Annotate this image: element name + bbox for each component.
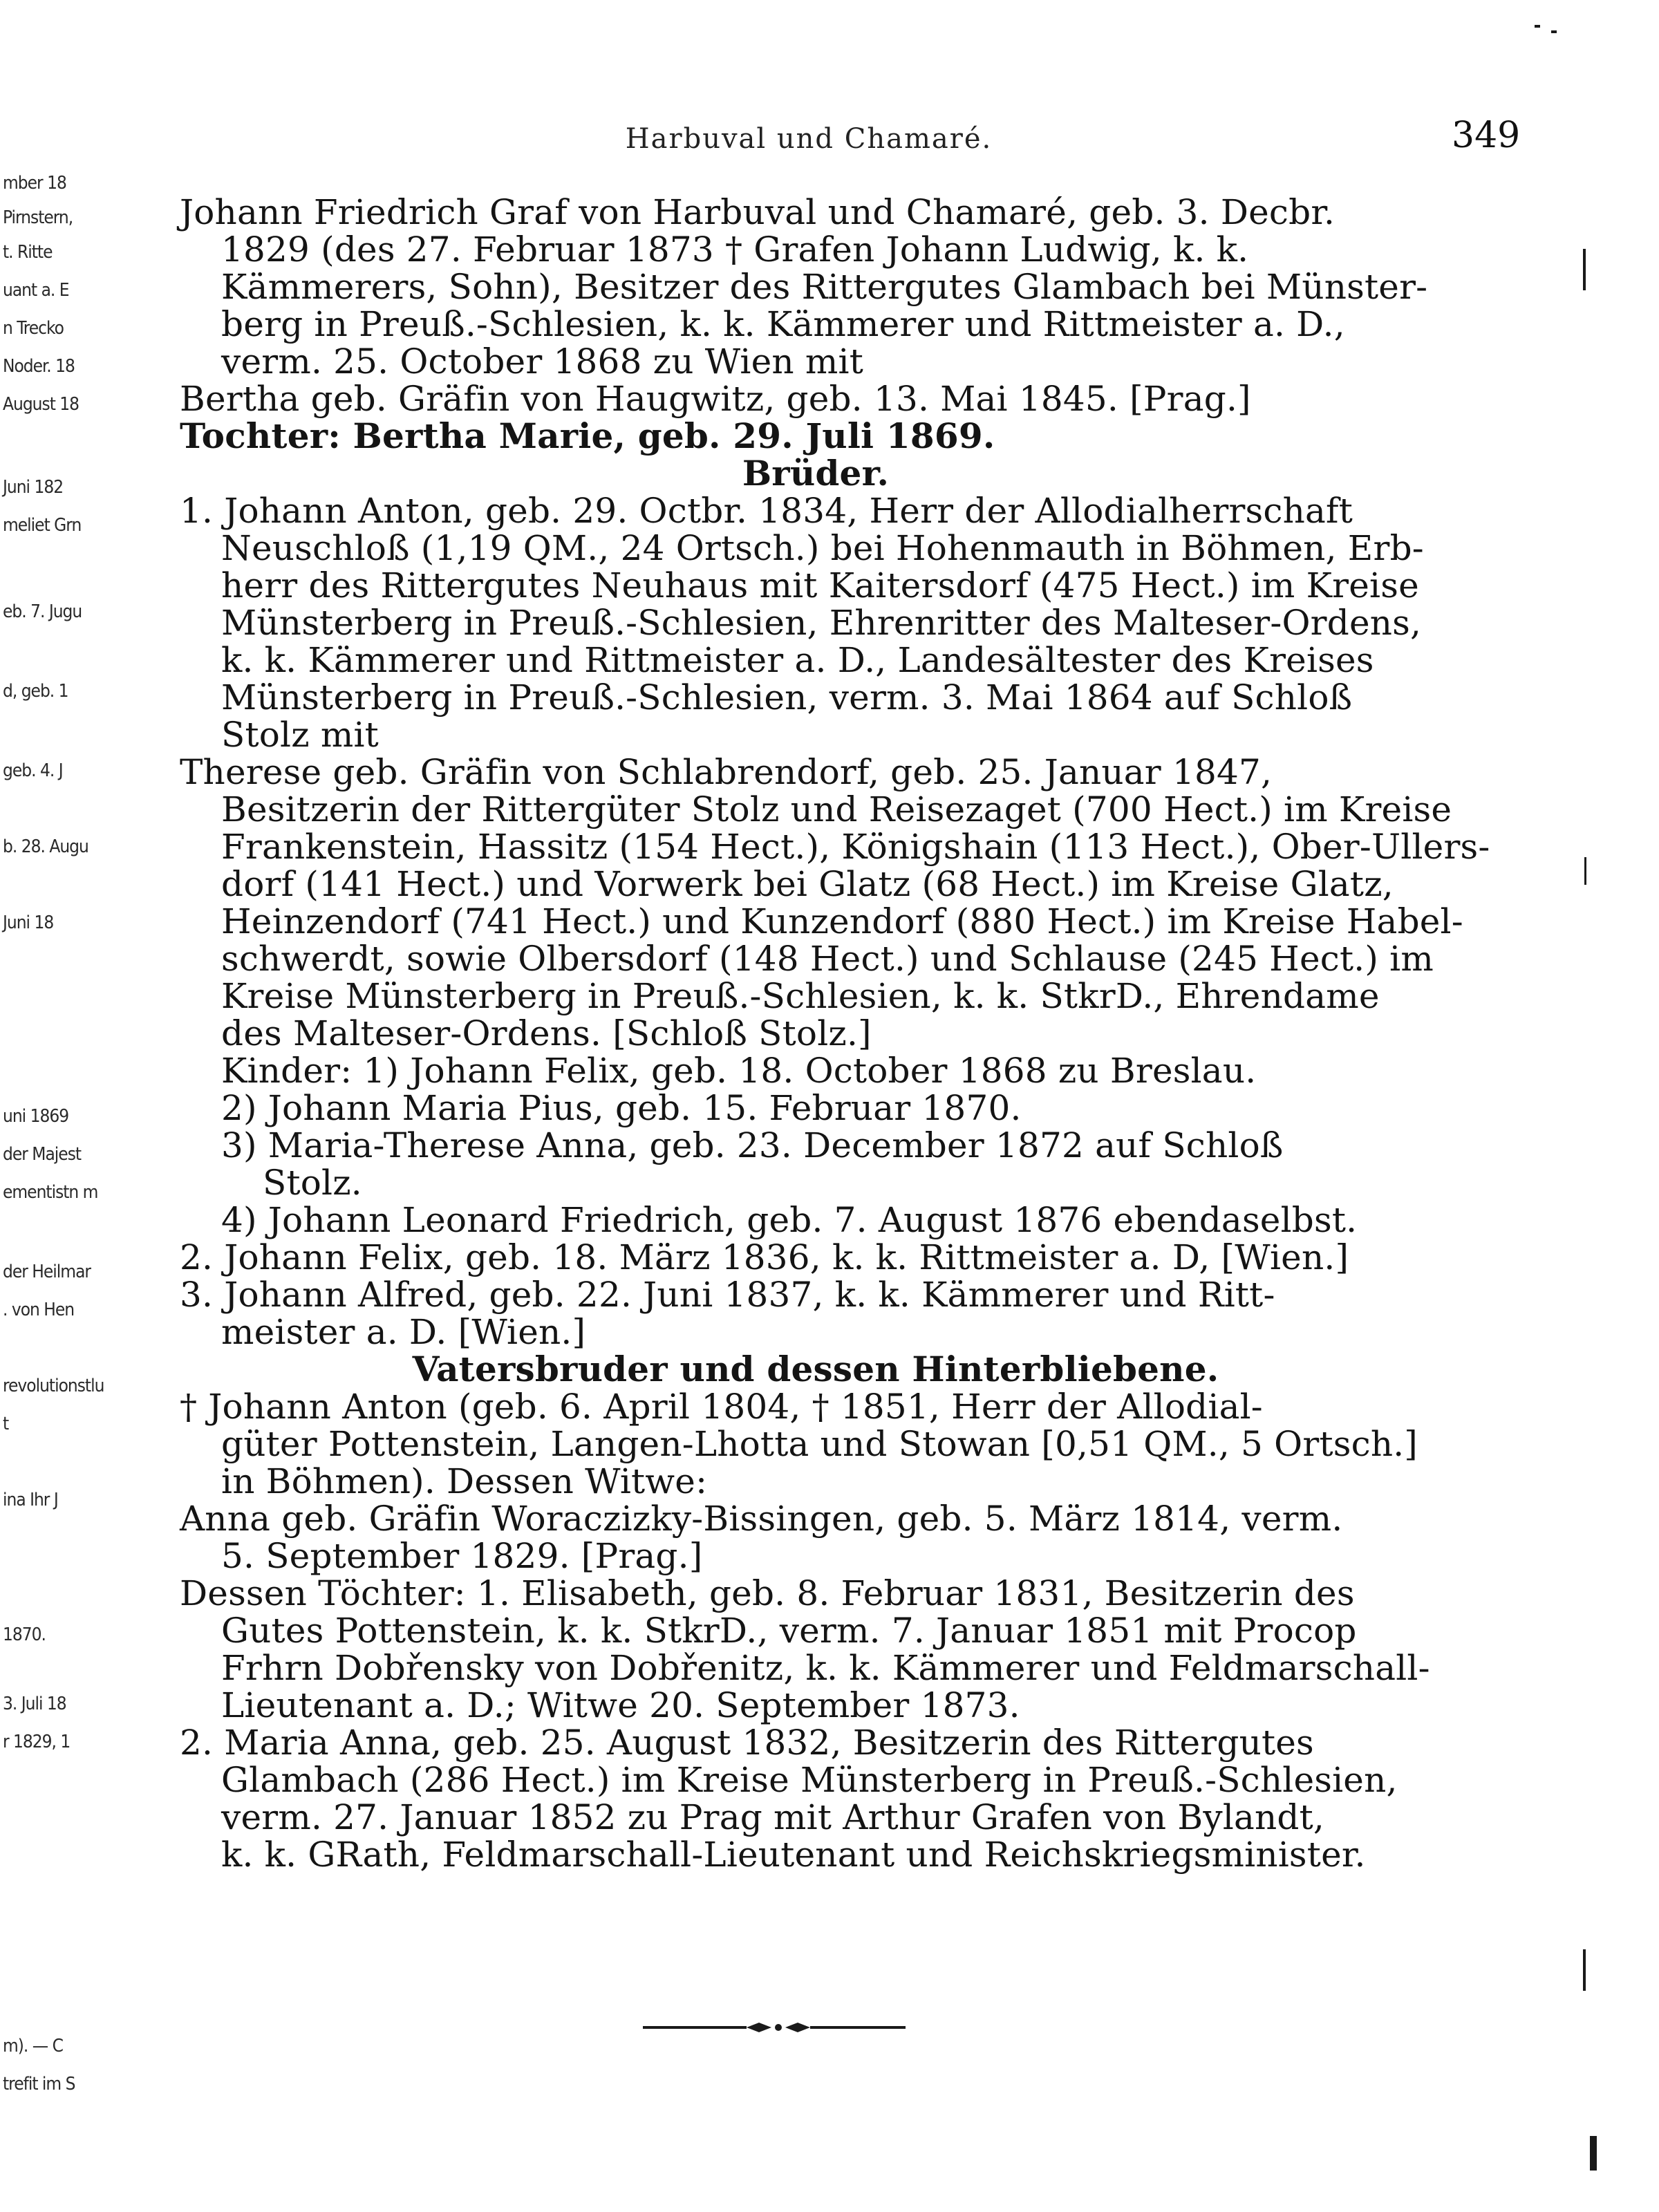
margin-fragment: Noder. 18 bbox=[3, 356, 75, 377]
text-line: 5. September 1829. [Prag.] bbox=[221, 1536, 703, 1576]
text-line: Münsterberg in Preuß.-Schlesien, Ehrenritter des Malteser-Ordens, bbox=[221, 603, 1422, 643]
text-line: Frhrn Dobřensky von Dobřenitz, k. k. Kämmerer und Feldmarschall- bbox=[221, 1648, 1430, 1688]
scan-edge-mark bbox=[1551, 30, 1557, 33]
text-line: Frankenstein, Hassitz (154 Hect.), Königshain (113 Hect.), Ober-Ullers- bbox=[221, 827, 1490, 867]
text-line: verm. 25. October 1868 zu Wien mit bbox=[221, 341, 863, 382]
text-line: 3) Maria-Therese Anna, geb. 23. December 1872 auf Schloß bbox=[221, 1125, 1284, 1165]
text-line: Stolz mit bbox=[221, 715, 379, 755]
margin-fragment: . von Hen bbox=[3, 1300, 75, 1320]
text-line: in Böhmen). Dessen Witwe: bbox=[221, 1461, 708, 1501]
text-line: 1. Johann Anton, geb. 29. Octbr. 1834, Herr der Allodialherrschaft bbox=[180, 491, 1353, 531]
scan-edge-mark bbox=[1590, 2136, 1597, 2171]
margin-fragment: geb. 4. J bbox=[3, 760, 63, 781]
facing-page-margin bbox=[0, 0, 104, 2212]
text-line: dorf (141 Hect.) und Vorwerk bei Glatz (68 Hect.) im Kreise Glatz, bbox=[221, 864, 1394, 904]
text-line: Johann Friedrich Graf von Harbuval und Chamaré, geb. 3. Decbr. bbox=[180, 192, 1335, 232]
margin-fragment: 1870. bbox=[3, 1624, 46, 1645]
margin-fragment: der Majest bbox=[3, 1144, 82, 1165]
text-line: † Johann Anton (geb. 6. April 1804, † 1851, Herr der Allodial- bbox=[180, 1387, 1263, 1427]
text-line: berg in Preuß.-Schlesien, k. k. Kämmerer und Rittmeister a. D., bbox=[221, 304, 1345, 344]
text-line: herr des Rittergutes Neuhaus mit Kaitersdorf (475 Hect.) im Kreise bbox=[221, 565, 1419, 606]
margin-fragment: der Heilmar bbox=[3, 1262, 91, 1282]
text-line: Anna geb. Gräfin Woraczizky-Bissingen, geb. 5. März 1814, verm. bbox=[180, 1499, 1343, 1539]
scan-edge-mark bbox=[1583, 249, 1586, 290]
text-line: Heinzendorf (741 Hect.) und Kunzendorf (880 Hect.) im Kreise Habel- bbox=[221, 901, 1463, 941]
margin-fragment: t. Ritte bbox=[3, 242, 53, 263]
text-line: k. k. Kämmerer und Rittmeister a. D., Landesältester des Kreises bbox=[221, 640, 1374, 680]
margin-fragment: n Trecko bbox=[3, 318, 64, 339]
margin-fragment: t bbox=[3, 1414, 9, 1434]
margin-fragment: Juni 182 bbox=[3, 477, 64, 498]
text-line: Besitzerin der Rittergüter Stolz und Reisezaget (700 Hect.) im Kreise bbox=[221, 789, 1452, 830]
margin-fragment: mber 18 bbox=[3, 173, 66, 194]
text-line: Münsterberg in Preuß.-Schlesien, verm. 3. Mai 1864 auf Schloß bbox=[221, 677, 1353, 718]
section-heading: Vatersbruder und dessen Hinterbliebene. bbox=[412, 1349, 1219, 1389]
text-line: Gutes Pottenstein, k. k. StkrD., verm. 7. Januar 1851 mit Procop bbox=[221, 1611, 1357, 1651]
ornament-divider bbox=[643, 2018, 906, 2036]
margin-fragment: uni 1869 bbox=[3, 1106, 69, 1127]
text-line: güter Pottenstein, Langen-Lhotta und Stowan [0,51 QM., 5 Ortsch.] bbox=[221, 1424, 1418, 1464]
margin-fragment: b. 28. Augu bbox=[3, 836, 88, 857]
text-line: meister a. D. [Wien.] bbox=[221, 1312, 586, 1352]
text-line: Kinder: 1) Johann Felix, geb. 18. October 1868 zu Breslau. bbox=[221, 1051, 1257, 1091]
margin-fragment: trefit im S bbox=[3, 2074, 75, 2094]
margin-fragment: m). — C bbox=[3, 2036, 63, 2056]
text-line: Dessen Töchter: 1. Elisabeth, geb. 8. Februar 1831, Besitzerin des bbox=[180, 1573, 1355, 1613]
text-line: 3. Johann Alfred, geb. 22. Juni 1837, k. k. Kämmerer und Ritt- bbox=[180, 1275, 1275, 1315]
section-heading: Brüder. bbox=[742, 453, 890, 494]
text-line: k. k. GRath, Feldmarschall-Lieutenant und Reichskriegsminister. bbox=[221, 1835, 1366, 1875]
margin-fragment: r 1829, 1 bbox=[3, 1732, 71, 1752]
text-line: 2. Maria Anna, geb. 25. August 1832, Besitzerin des Rittergutes bbox=[180, 1723, 1314, 1763]
text-line: Kämmerers, Sohn), Besitzer des Rittergutes Glambach bei Münster- bbox=[221, 267, 1428, 307]
margin-fragment: ina Ihr J bbox=[3, 1490, 58, 1510]
margin-fragment: 3. Juli 18 bbox=[3, 1694, 66, 1714]
page-number: 349 bbox=[1452, 115, 1521, 156]
margin-fragment: August 18 bbox=[3, 394, 79, 415]
margin-fragment: eb. 7. Jugu bbox=[3, 601, 82, 622]
scan-edge-mark bbox=[1535, 25, 1540, 28]
text-line: schwerdt, sowie Olbersdorf (148 Hect.) und Schlause (245 Hect.) im bbox=[221, 939, 1434, 979]
margin-fragment: d, geb. 1 bbox=[3, 681, 68, 702]
margin-fragment: uant a. E bbox=[3, 280, 69, 301]
text-line: 1829 (des 27. Februar 1873 † Grafen Johann Ludwig, k. k. bbox=[221, 229, 1249, 270]
text-line: 4) Johann Leonard Friedrich, geb. 7. August 1876 ebendaselbst. bbox=[221, 1200, 1358, 1240]
text-line: Stolz. bbox=[263, 1163, 362, 1203]
text-line: Therese geb. Gräfin von Schlabrendorf, geb. 25. Januar 1847, bbox=[180, 752, 1273, 792]
scan-edge-mark bbox=[1584, 857, 1586, 885]
text-line: 2) Johann Maria Pius, geb. 15. Februar 1870. bbox=[221, 1088, 1022, 1128]
margin-fragment: ementistn m bbox=[3, 1182, 98, 1203]
entry-text bbox=[180, 192, 1490, 1875]
text-line: Tochter: Bertha Marie, geb. 29. Juli 1869. bbox=[180, 415, 995, 456]
text-line: des Malteser-Ordens. [Schloß Stolz.] bbox=[221, 1013, 872, 1053]
text-line: Neuschloß (1,19 QM., 24 Ortsch.) bei Hohenmauth in Böhmen, Erb- bbox=[221, 528, 1424, 568]
text-line: Bertha geb. Gräfin von Haugwitz, geb. 13. Mai 1845. [Prag.] bbox=[180, 379, 1251, 419]
text-line: Kreise Münsterberg in Preuß.-Schlesien, k. k. StkrD., Ehrendame bbox=[221, 976, 1380, 1016]
margin-fragment: Juni 18 bbox=[3, 912, 54, 933]
text-line: Glambach (286 Hect.) im Kreise Münsterberg in Preuß.-Schlesien, bbox=[221, 1760, 1398, 1800]
text-line: verm. 27. Januar 1852 zu Prag mit Arthur Grafen von Bylandt, bbox=[221, 1797, 1325, 1837]
running-head: Harbuval und Chamaré. bbox=[625, 123, 993, 155]
margin-fragment: meliet Grn bbox=[3, 515, 82, 536]
margin-fragment: Pirnstern, bbox=[3, 207, 73, 228]
scan-edge-mark bbox=[1583, 1949, 1586, 1991]
margin-fragment: revolutionstlu bbox=[3, 1376, 104, 1396]
text-line: Lieutenant a. D.; Witwe 20. September 1873. bbox=[221, 1685, 1020, 1725]
text-line: 2. Johann Felix, geb. 18. März 1836, k. k. Rittmeister a. D, [Wien.] bbox=[180, 1237, 1349, 1277]
